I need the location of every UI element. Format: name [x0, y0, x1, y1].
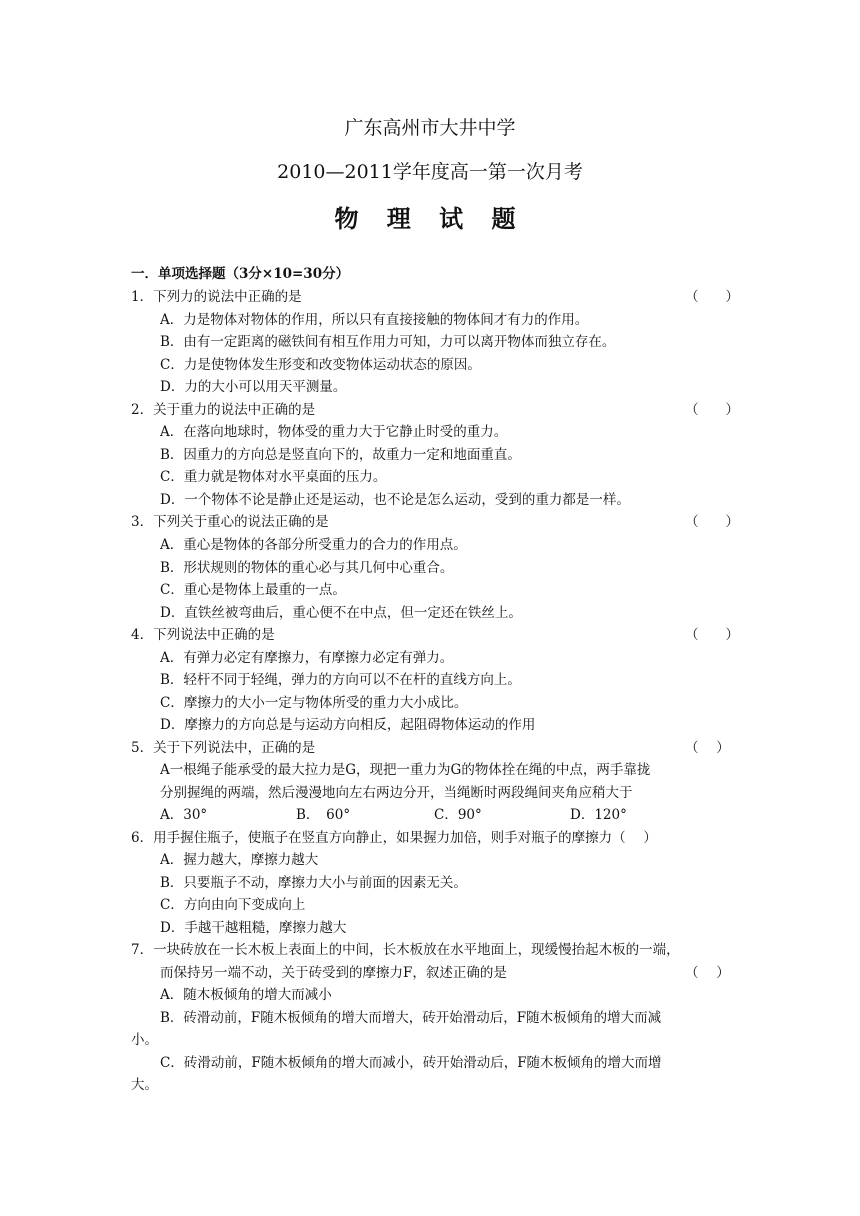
option: C．90° [434, 807, 482, 823]
subject-title: 物 理 试 题 [334, 204, 526, 233]
option: A．30° [160, 807, 208, 823]
answer-bracket: （ ） [685, 289, 739, 305]
question-text: 7．一块砖放在一长木板上表面上的中间，长木板放在水平地面上，现缓慢抬起木板的一端， [131, 942, 680, 958]
option: D．手越干越粗糙，摩擦力越大 [160, 920, 347, 936]
answer-bracket: （ ） [685, 514, 739, 530]
option-continued: 小。 [131, 1032, 158, 1048]
option: C．方向由向下变成向上 [160, 897, 306, 913]
question-text: 5．关于下列说法中，正确的是 [131, 740, 316, 756]
option-continued: 大。 [131, 1077, 158, 1093]
option: C．摩擦力的大小一定与物体所受的重力大小成比。 [160, 695, 468, 711]
option: B．由有一定距离的磁铁间有相互作用力可知，力可以离开物体而独立存在。 [160, 334, 616, 350]
exam-title: 2010—2011学年度高一第一次月考 [277, 161, 583, 183]
option: C．力是使物体发生形变和改变物体运动状态的原因。 [160, 357, 481, 373]
option: D．摩擦力的方向总是与运动方向相反，起阻碍物体运动的作用 [160, 717, 536, 733]
option: B． 60° [296, 807, 351, 823]
option: B．砖滑动前，F随木板倾角的增大而增大，砖开始滑动后，F随木板倾角的增大而减 [160, 1010, 662, 1026]
question-text: 3．下列关于重心的说法正确的是 [131, 514, 329, 530]
answer-bracket: （ ） [685, 965, 730, 981]
option: D．力的大小可以用天平测量。 [160, 379, 347, 395]
question-text: 2．关于重力的说法中正确的是 [131, 402, 316, 418]
option: A．重心是物体的各部分所受重力的合力的作用点。 [160, 537, 467, 553]
option: B．因重力的方向总是竖直向下的，故重力一定和地面重直。 [160, 447, 521, 463]
question-text: 4．下列说法中正确的是 [131, 627, 275, 643]
option: D．直铁丝被弯曲后，重心便不在中点，但一定还在铁丝上。 [160, 605, 522, 621]
option: D．一个物体不论是静止还是运动，也不论是怎么运动，受到的重力都是一样。 [160, 492, 630, 508]
question-text: 1．下列力的说法中正确的是 [131, 289, 302, 305]
option: B．形状规则的物体的重心必与其几何中心重合。 [160, 560, 454, 576]
answer-bracket: （ ） [685, 627, 739, 643]
option: A．在落向地球时，物体受的重力大于它静止时受的重力。 [160, 424, 508, 440]
answer-bracket: （ ） [612, 830, 657, 846]
section-heading: 一．单项选择题（3分×10=30分） [131, 266, 350, 282]
option: A．力是物体对物体的作用，所以只有直接接触的物体间才有力的作用。 [160, 312, 589, 328]
question-text: 而保持另一端不动，关于砖受到的摩擦力F，叙述正确的是 [160, 965, 507, 981]
option: C．重心是物体上最重的一点。 [160, 582, 346, 598]
option: A．随木板倾角的增大而减小 [160, 987, 332, 1003]
question-text [131, 828, 657, 848]
answer-bracket: （ ） [685, 740, 730, 756]
answer-bracket: （ ） [685, 402, 739, 418]
option: C．砖滑动前，F随木板倾角的增大而减小，砖开始滑动后，F随木板倾角的增大而增 [160, 1055, 662, 1071]
option: B．只要瓶子不动，摩擦力大小与前面的因素无关。 [160, 875, 467, 891]
question-body: A一根绳子能承受的最大拉力是G，现把一重力为G的物体拴在绳的中点，两手靠拢 [160, 762, 651, 778]
option: A．有弹力必定有摩擦力，有摩擦力必定有弹力。 [160, 650, 454, 666]
option: B．轻杆不同于轻绳，弹力的方向可以不在杆的直线方向上。 [160, 672, 521, 688]
question-text-main: 6．用手握住瓶子，使瓶子在竖直方向静止，如果握力加倍，则手对瓶子的摩擦力 [131, 830, 613, 846]
option: C．重力就是物体对水平桌面的压力。 [160, 469, 387, 485]
school-name: 广东高州市大井中学 [344, 117, 516, 139]
question-body: 分别握绳的两端，然后漫漫地向左右两边分开，当绳断时两段绳间夹角应稍大于 [160, 785, 633, 801]
option: D．120° [570, 807, 627, 823]
option: A．握力越大，摩擦力越大 [160, 852, 319, 868]
